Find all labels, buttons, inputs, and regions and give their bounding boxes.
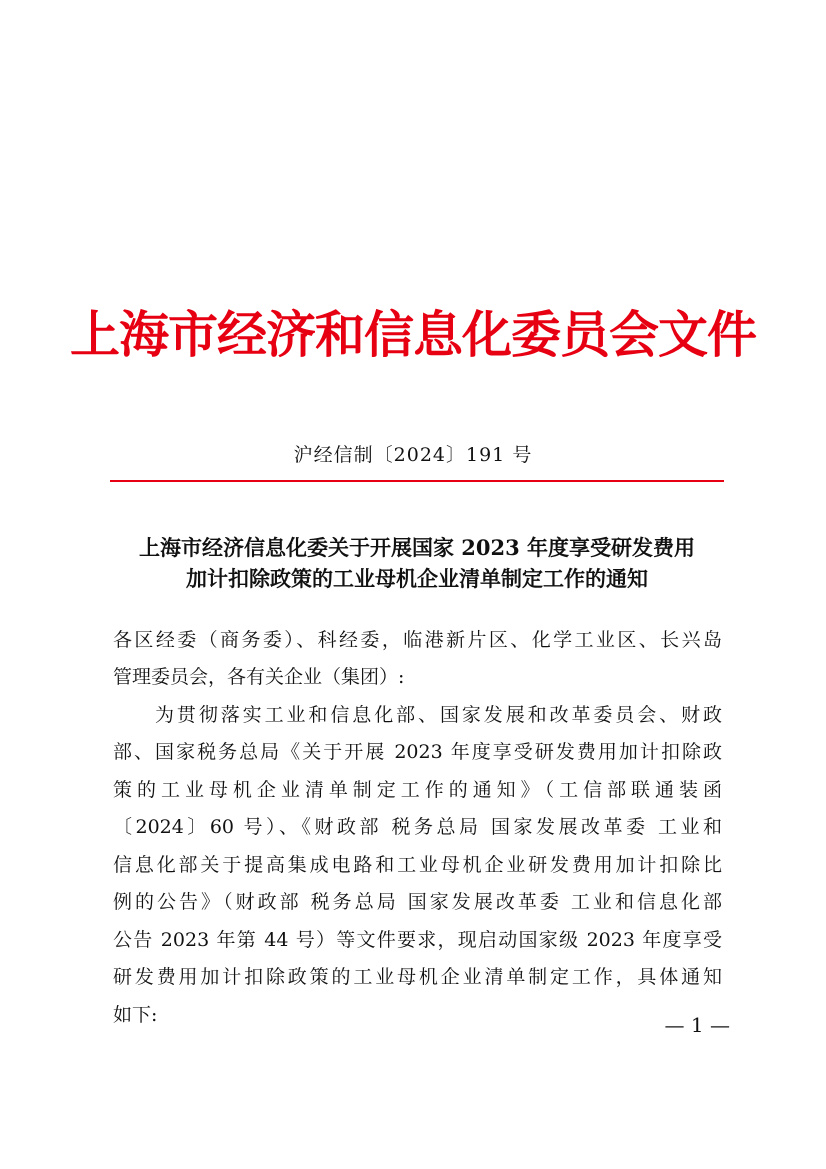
body-line: 如下:	[113, 1004, 158, 1026]
body-line: 管理委员会，各有关企业（集团）:	[113, 666, 405, 688]
title-line-2: 加计扣除政策的工业母机企业清单制定工作的通知	[186, 566, 648, 591]
body-line: 〔2024〕60 号）、《财政部 税务总局 国家发展改革委 工业和	[113, 816, 722, 838]
body-line: 为贯彻落实工业和信息化部、国家发展和改革委员会、财政	[155, 704, 722, 726]
issuer-header: 上海市经济和信息化委员会文件	[70, 305, 756, 364]
red-divider	[110, 480, 724, 482]
document-number: 沪经信制〔2024〕191 号	[293, 444, 533, 466]
page-number: — 1 —	[664, 1013, 730, 1037]
body-line: 信息化部关于提高集成电路和工业母机企业研发费用加计扣除比	[113, 854, 722, 876]
body-line: 策的工业母机企业清单制定工作的通知》（工信部联通装函	[113, 779, 722, 801]
body-line: 公告 2023 年第 44 号）等文件要求，现启动国家级 2023 年度享受	[113, 929, 722, 951]
body-line: 例的公告》（财政部 税务总局 国家发展改革委 工业和信息化部	[113, 891, 722, 913]
body-line: 研发费用加计扣除政策的工业母机企业清单制定工作，具体通知	[113, 966, 722, 988]
title-line-1: 上海市经济信息化委关于开展国家 2023 年度享受研发费用	[138, 535, 696, 560]
body-line: 部、国家税务总局《关于开展 2023 年度享受研发费用加计扣除政	[113, 741, 722, 763]
body-line: 各区经委（商务委）、科经委，临港新片区、化学工业区、长兴岛	[113, 629, 722, 651]
